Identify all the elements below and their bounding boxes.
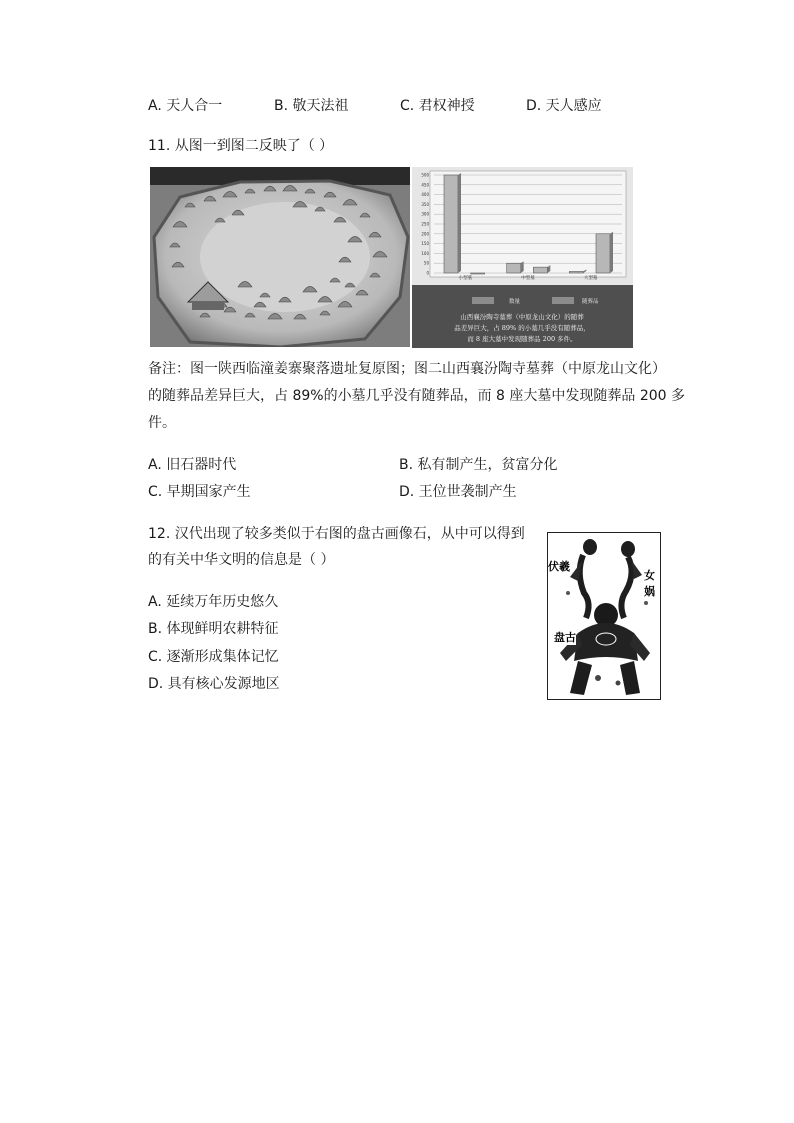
settlement-model-illustration [150, 167, 410, 347]
x-tick-label: 中型墓 [521, 276, 535, 281]
y-tick-label: 300 [421, 211, 429, 217]
q12-stem-line2: 的有关中华文明的信息是（ ） [148, 552, 335, 568]
x-tick-label: 小型墓 [458, 276, 473, 281]
q12-option-d: D. 具有核心发源地区 [148, 676, 280, 692]
pangu-label: 盘古 [554, 631, 576, 644]
y-tick-label: 450 [421, 182, 429, 188]
q12-option-b: B. 体现鲜明农耕特征 [148, 621, 279, 637]
y-tick-label: 50 [423, 260, 429, 266]
q11-option-c: C. 早期国家产生 [148, 484, 251, 500]
y-tick-label: 500 [421, 172, 429, 178]
y-tick-label: 350 [421, 201, 429, 207]
q11-note-line1: 备注：图一陕西临潼姜寨聚落遗址复原图；图二山西襄汾陶寺墓葬（中原龙山文化） [148, 361, 666, 377]
bar-随葬品-小型墓 [471, 273, 485, 274]
x-tick-label: 大型墓 [583, 276, 598, 281]
q12-stem-line1: 12. 汉代出现了较多类似于右图的盘古画像石，从中可以得到 [148, 526, 525, 542]
chart-caption-line3: 而 8 座大墓中发现随葬品 200 多件。 [467, 335, 577, 343]
q11-note-line3: 件。 [148, 415, 176, 431]
q12-option-a: A. 延续万年历史悠久 [148, 594, 279, 610]
pangu-relief-image [547, 532, 661, 700]
bar-数量-大型墓 [569, 271, 583, 273]
bar-side [610, 232, 613, 273]
tomb-goods-chart [412, 167, 633, 348]
q11-option-a: A. 旧石器时代 [148, 457, 237, 473]
y-tick-label: 200 [421, 231, 429, 237]
nuwa-label: 女娲 [644, 567, 660, 599]
bar-side [521, 261, 524, 273]
chart-caption-line1: 山西襄汾陶寺墓葬（中原龙山文化）的随葬 [460, 313, 584, 321]
bar-数量-中型墓 [507, 263, 521, 273]
q11-option-d: D. 王位世袭制产生 [399, 484, 517, 500]
q11-stem: 11. 从图一到图二反映了（ ） [148, 138, 334, 154]
legend-swatch-count [472, 297, 494, 304]
bar-随葬品-中型墓 [533, 267, 547, 273]
bar-side [458, 173, 461, 273]
legend-swatch-goods [552, 297, 574, 304]
bar-随葬品-大型墓 [596, 234, 610, 273]
y-tick-label: 400 [421, 192, 429, 198]
q12-option-c: C. 逐渐形成集体记忆 [148, 649, 279, 665]
chart-caption-line2: 品差异巨大，占 89% 的小墓几乎没有随葬品， [454, 324, 590, 332]
y-tick-label: 150 [421, 241, 429, 247]
bar-chart-svg [412, 167, 633, 348]
q11-option-b: B. 私有制产生，贫富分化 [399, 457, 558, 473]
q10-option-b: B. 敬天法祖 [274, 98, 349, 114]
settlement-model-photo [150, 167, 410, 347]
q10-option-a: A. 天人合一 [148, 98, 223, 114]
legend-label-goods: 随葬品 [582, 299, 599, 305]
q10-option-d: D. 天人感应 [526, 98, 602, 114]
q11-note-line2: 的随葬品差异巨大，占 89%的小墓几乎没有随葬品，而 8 座大墓中发现随葬品 200 多 [148, 388, 685, 404]
fuxi-label: 伏羲 [548, 560, 570, 573]
y-tick-label: 100 [421, 250, 429, 256]
bar-数量-小型墓 [444, 175, 458, 273]
y-tick-label: 250 [421, 221, 429, 227]
q10-option-c: C. 君权神授 [400, 98, 475, 114]
legend-label-count: 数量 [509, 299, 521, 305]
y-tick-label: 0 [426, 270, 429, 276]
